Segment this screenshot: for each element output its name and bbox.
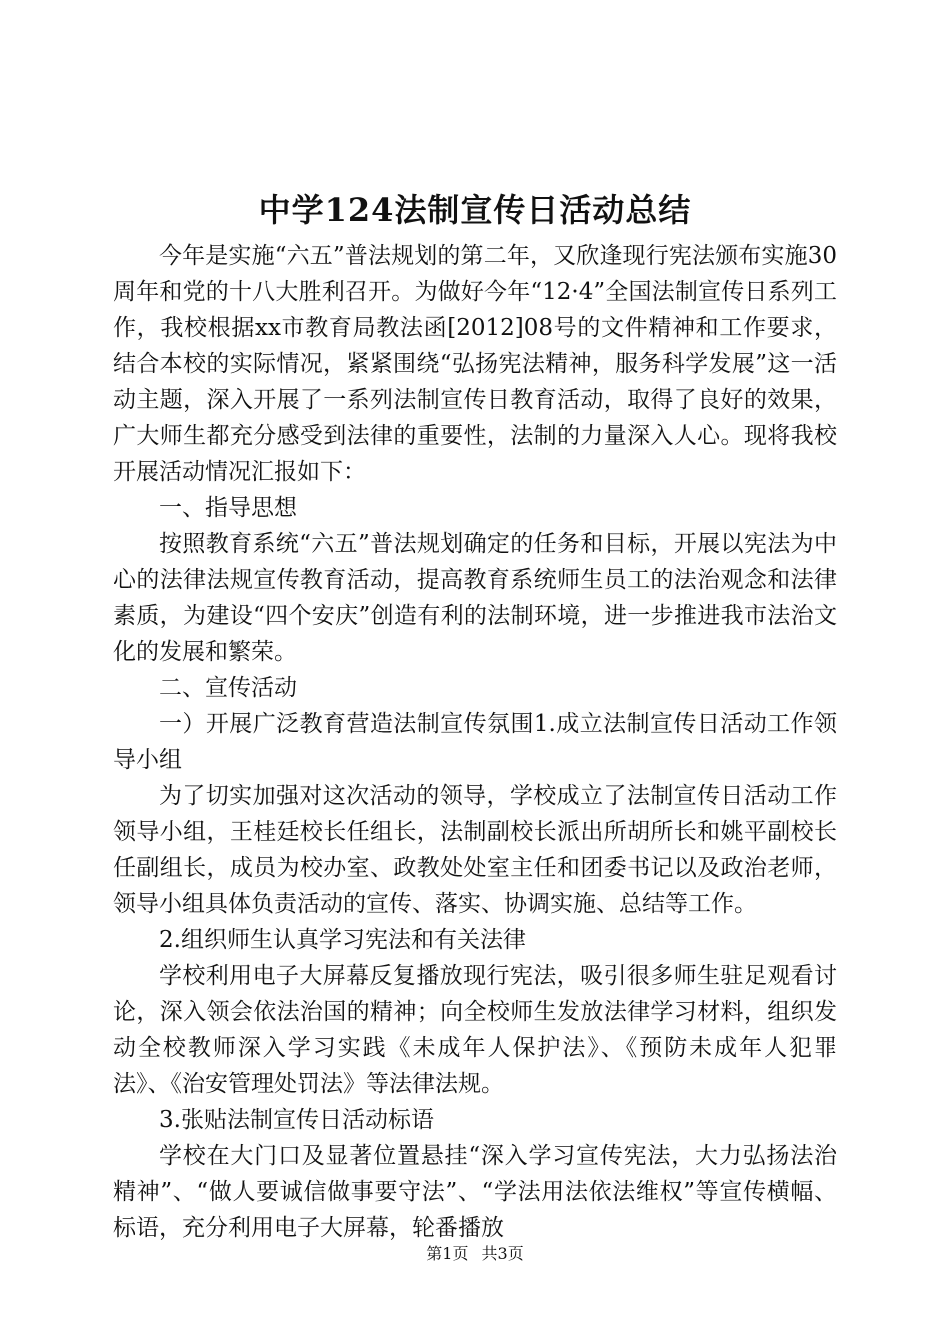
section-heading-activities: 二、宣传活动 [159, 675, 297, 701]
page-number: 第1页 [426, 1244, 469, 1263]
paragraph-leadership-group: 为了切实加强对这次活动的领导，学校成立了法制宣传日活动工作领导小组，王桂廷校长任组长，法制副校长派出所胡所长和姚平副校长任副组长，成员为校办室、政教处处室主任和团委书记以及政治老师，领导小组具体负责活动的宣传、落实、协调实施、总结等工作。 [113, 783, 837, 917]
page-footer [0, 1242, 950, 1266]
subheading-study-law: 2.组织师生认真学习宪法和有关法律 [159, 927, 526, 953]
paragraph-intro: 今年是实施“六五”普法规划的第二年，又欣逢现行宪法颁布实施30周年和党的十八大胜利召开。为做好今年“12·4”全国法制宣传日系列工作，我校根据xx市教育局教法函[2012]08号的文件精神和工作要求，结合本校的实际情况，紧紧围绕“弘扬宪法精神，服务科学发展”这一活动主题，深入开展了一系列法制宣传日教育活动，取得了良好的效果，广大师生都充分感受到法律的重要性，法制的力量深入人心。现将我校开展活动情况汇报如下： [113, 243, 837, 485]
page-total: 共3页 [481, 1244, 524, 1263]
document-body [113, 238, 837, 1246]
paragraph-study-law: 学校利用电子大屏幕反复播放现行宪法，吸引很多师生驻足观看讨论，深入领会依法治国的精神；向全校师生发放法律学习材料，组织发动全校教师深入学习实践《未成年人保护法》、《预防未成年人犯罪法》、《治安管理处罚法》等法律法规。 [113, 963, 837, 1097]
subheading-slogans: 3.张贴法制宣传日活动标语 [159, 1107, 434, 1133]
paragraph-guiding-thought: 按照教育系统“六五”普法规划确定的任务和目标，开展以宪法为中心的法律法规宣传教育活动，提高教育系统师生员工的法治观念和法律素质，为建设“四个安庆”创造有利的法制环境，进一步推进我市法治文化的发展和繁荣。 [113, 531, 837, 665]
subheading-atmosphere: 一）开展广泛教育营造法制宣传氛围1.成立法制宣传日活动工作领导小组 [113, 711, 837, 773]
document-title: 中学124法制宣传日活动总结 [258, 191, 692, 229]
paragraph-slogans: 学校在大门口及显著位置悬挂“深入学习宣传宪法，大力弘扬法治精神”、“做人要诚信做事要守法”、“学法用法依法维权”等宣传横幅、标语，充分利用电子大屏幕，轮番播放 [113, 1143, 837, 1241]
section-heading-guiding-thought: 一、指导思想 [159, 495, 297, 521]
